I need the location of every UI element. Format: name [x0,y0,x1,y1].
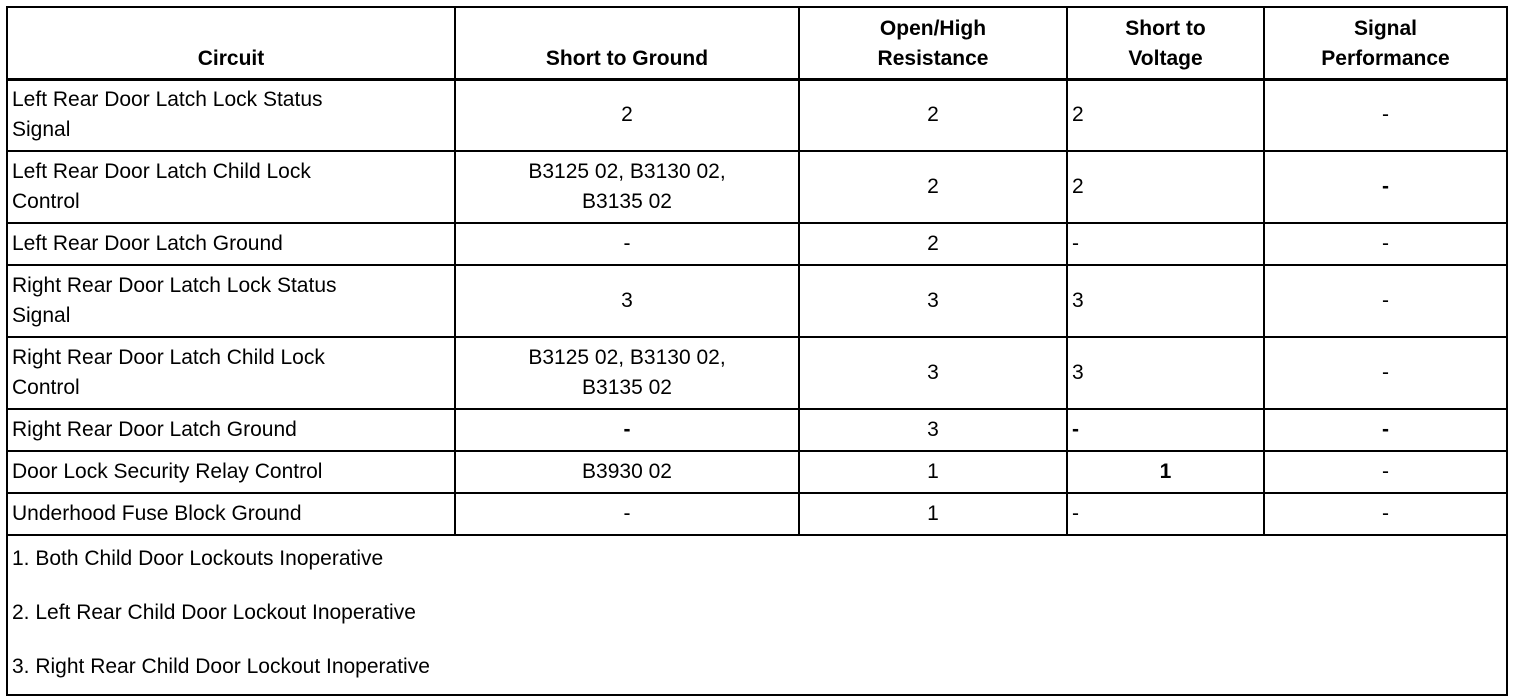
cell-circuit [7,337,455,409]
cell-short-to-voltage: 3 [1067,337,1264,409]
header-row [7,7,1507,79]
short-to-ground-line-1: B3930 02 [582,460,672,483]
cell-short-to-ground [455,337,799,409]
short-to-ground-line-1: B3125 02, B3130 02, [528,160,726,183]
note-3: 3. Right Rear Child Door Lockout Inoperative [12,655,430,678]
cell-short-to-voltage: - [1067,409,1264,451]
table-row [7,409,1507,451]
cell-open-high-resistance: 2 [799,79,1067,151]
circuit-line-1: Left Rear Door Latch Child Lock [12,160,311,183]
circuit-line-1: Right Rear Door Latch Ground [12,418,297,441]
table-row [7,493,1507,535]
cell-open-high-resistance: 1 [799,451,1067,493]
cell-short-to-ground [455,409,799,451]
cell-circuit [7,409,455,451]
cell-short-to-ground [455,265,799,337]
cell-circuit [7,493,455,535]
short-to-ground-line-2: B3135 02 [582,190,672,213]
short-to-ground-line-1: B3125 02, B3130 02, [528,346,726,369]
table-row [7,451,1507,493]
short-to-ground-line-2: B3135 02 [582,376,672,399]
table-row [7,79,1507,151]
circuit-line-1: Right Rear Door Latch Child Lock [12,346,325,369]
circuit-line-2: Control [12,190,80,213]
cell-short-to-ground [455,79,799,151]
header-short-to-voltage-line-1: Short to [1125,16,1206,40]
short-to-ground-line-1: - [623,418,631,441]
circuit-line-2: Signal [12,304,71,327]
cell-open-high-resistance: 2 [799,151,1067,223]
header-short-to-voltage-line-2: Voltage [1128,46,1203,70]
circuit-line-1: Left Rear Door Latch Ground [12,232,283,255]
table-row [7,151,1507,223]
header-signal-performance-line-2: Performance [1321,46,1450,70]
circuit-line-2: Signal [12,118,71,142]
note-2: 2. Left Rear Child Door Lockout Inoperative [12,601,416,624]
short-to-ground-line-1: 3 [621,289,633,312]
note-1: 1. Both Child Door Lockouts Inoperative [12,547,384,570]
short-to-ground-line-1: - [623,232,631,255]
diagnostic-table-container [6,6,1506,696]
circuit-line-1: Underhood Fuse Block Ground [12,502,302,525]
cell-short-to-voltage: 1 [1067,451,1264,493]
cell-open-high-resistance: 2 [799,223,1067,265]
cell-circuit [7,451,455,493]
header-short-to-ground [455,7,799,79]
cell-short-to-voltage: - [1067,493,1264,535]
header-short-to-voltage [1067,7,1264,79]
circuit-line-1: Door Lock Security Relay Control [12,460,323,483]
circuit-line-2: Control [12,376,80,399]
cell-short-to-ground [455,451,799,493]
header-circuit [7,7,455,79]
cell-signal-performance: - [1264,265,1507,337]
cell-signal-performance: - [1264,451,1507,493]
header-open-high-resistance-line-2: Resistance [877,46,989,70]
cell-short-to-ground [455,493,799,535]
header-open-high-resistance-line-1: Open/High [879,16,987,40]
header-signal-performance [1264,7,1507,79]
cell-signal-performance: - [1264,337,1507,409]
cell-short-to-voltage: 3 [1067,265,1264,337]
header-circuit-line-1: Circuit [197,46,265,70]
circuit-fault-table [6,6,1508,696]
table-row [7,223,1507,265]
cell-short-to-voltage: - [1067,223,1264,265]
notes-cell [7,535,1507,695]
cell-open-high-resistance: 3 [799,265,1067,337]
cell-open-high-resistance: 3 [799,409,1067,451]
cell-circuit [7,265,455,337]
header-signal-performance-line-1: Signal [1353,16,1417,40]
cell-short-to-ground [455,151,799,223]
cell-open-high-resistance: 1 [799,493,1067,535]
cell-signal-performance: - [1264,493,1507,535]
cell-short-to-voltage: 2 [1067,151,1264,223]
notes-row [7,535,1507,695]
cell-signal-performance: - [1264,409,1507,451]
cell-open-high-resistance: 3 [799,337,1067,409]
header-open-high-resistance [799,7,1067,79]
circuit-line-1: Right Rear Door Latch Lock Status [12,274,337,297]
cell-circuit [7,79,455,151]
header-short-to-ground-line-1: Short to Ground [545,46,709,70]
table-row [7,337,1507,409]
cell-circuit [7,151,455,223]
table-row [7,265,1507,337]
cell-signal-performance: - [1264,151,1507,223]
cell-short-to-ground [455,223,799,265]
short-to-ground-line-1: 2 [621,103,633,127]
cell-circuit [7,223,455,265]
cell-signal-performance: - [1264,79,1507,151]
short-to-ground-line-1: - [623,502,631,525]
circuit-line-1: Left Rear Door Latch Lock Status [12,88,323,112]
cell-short-to-voltage: 2 [1067,79,1264,151]
cell-signal-performance: - [1264,223,1507,265]
